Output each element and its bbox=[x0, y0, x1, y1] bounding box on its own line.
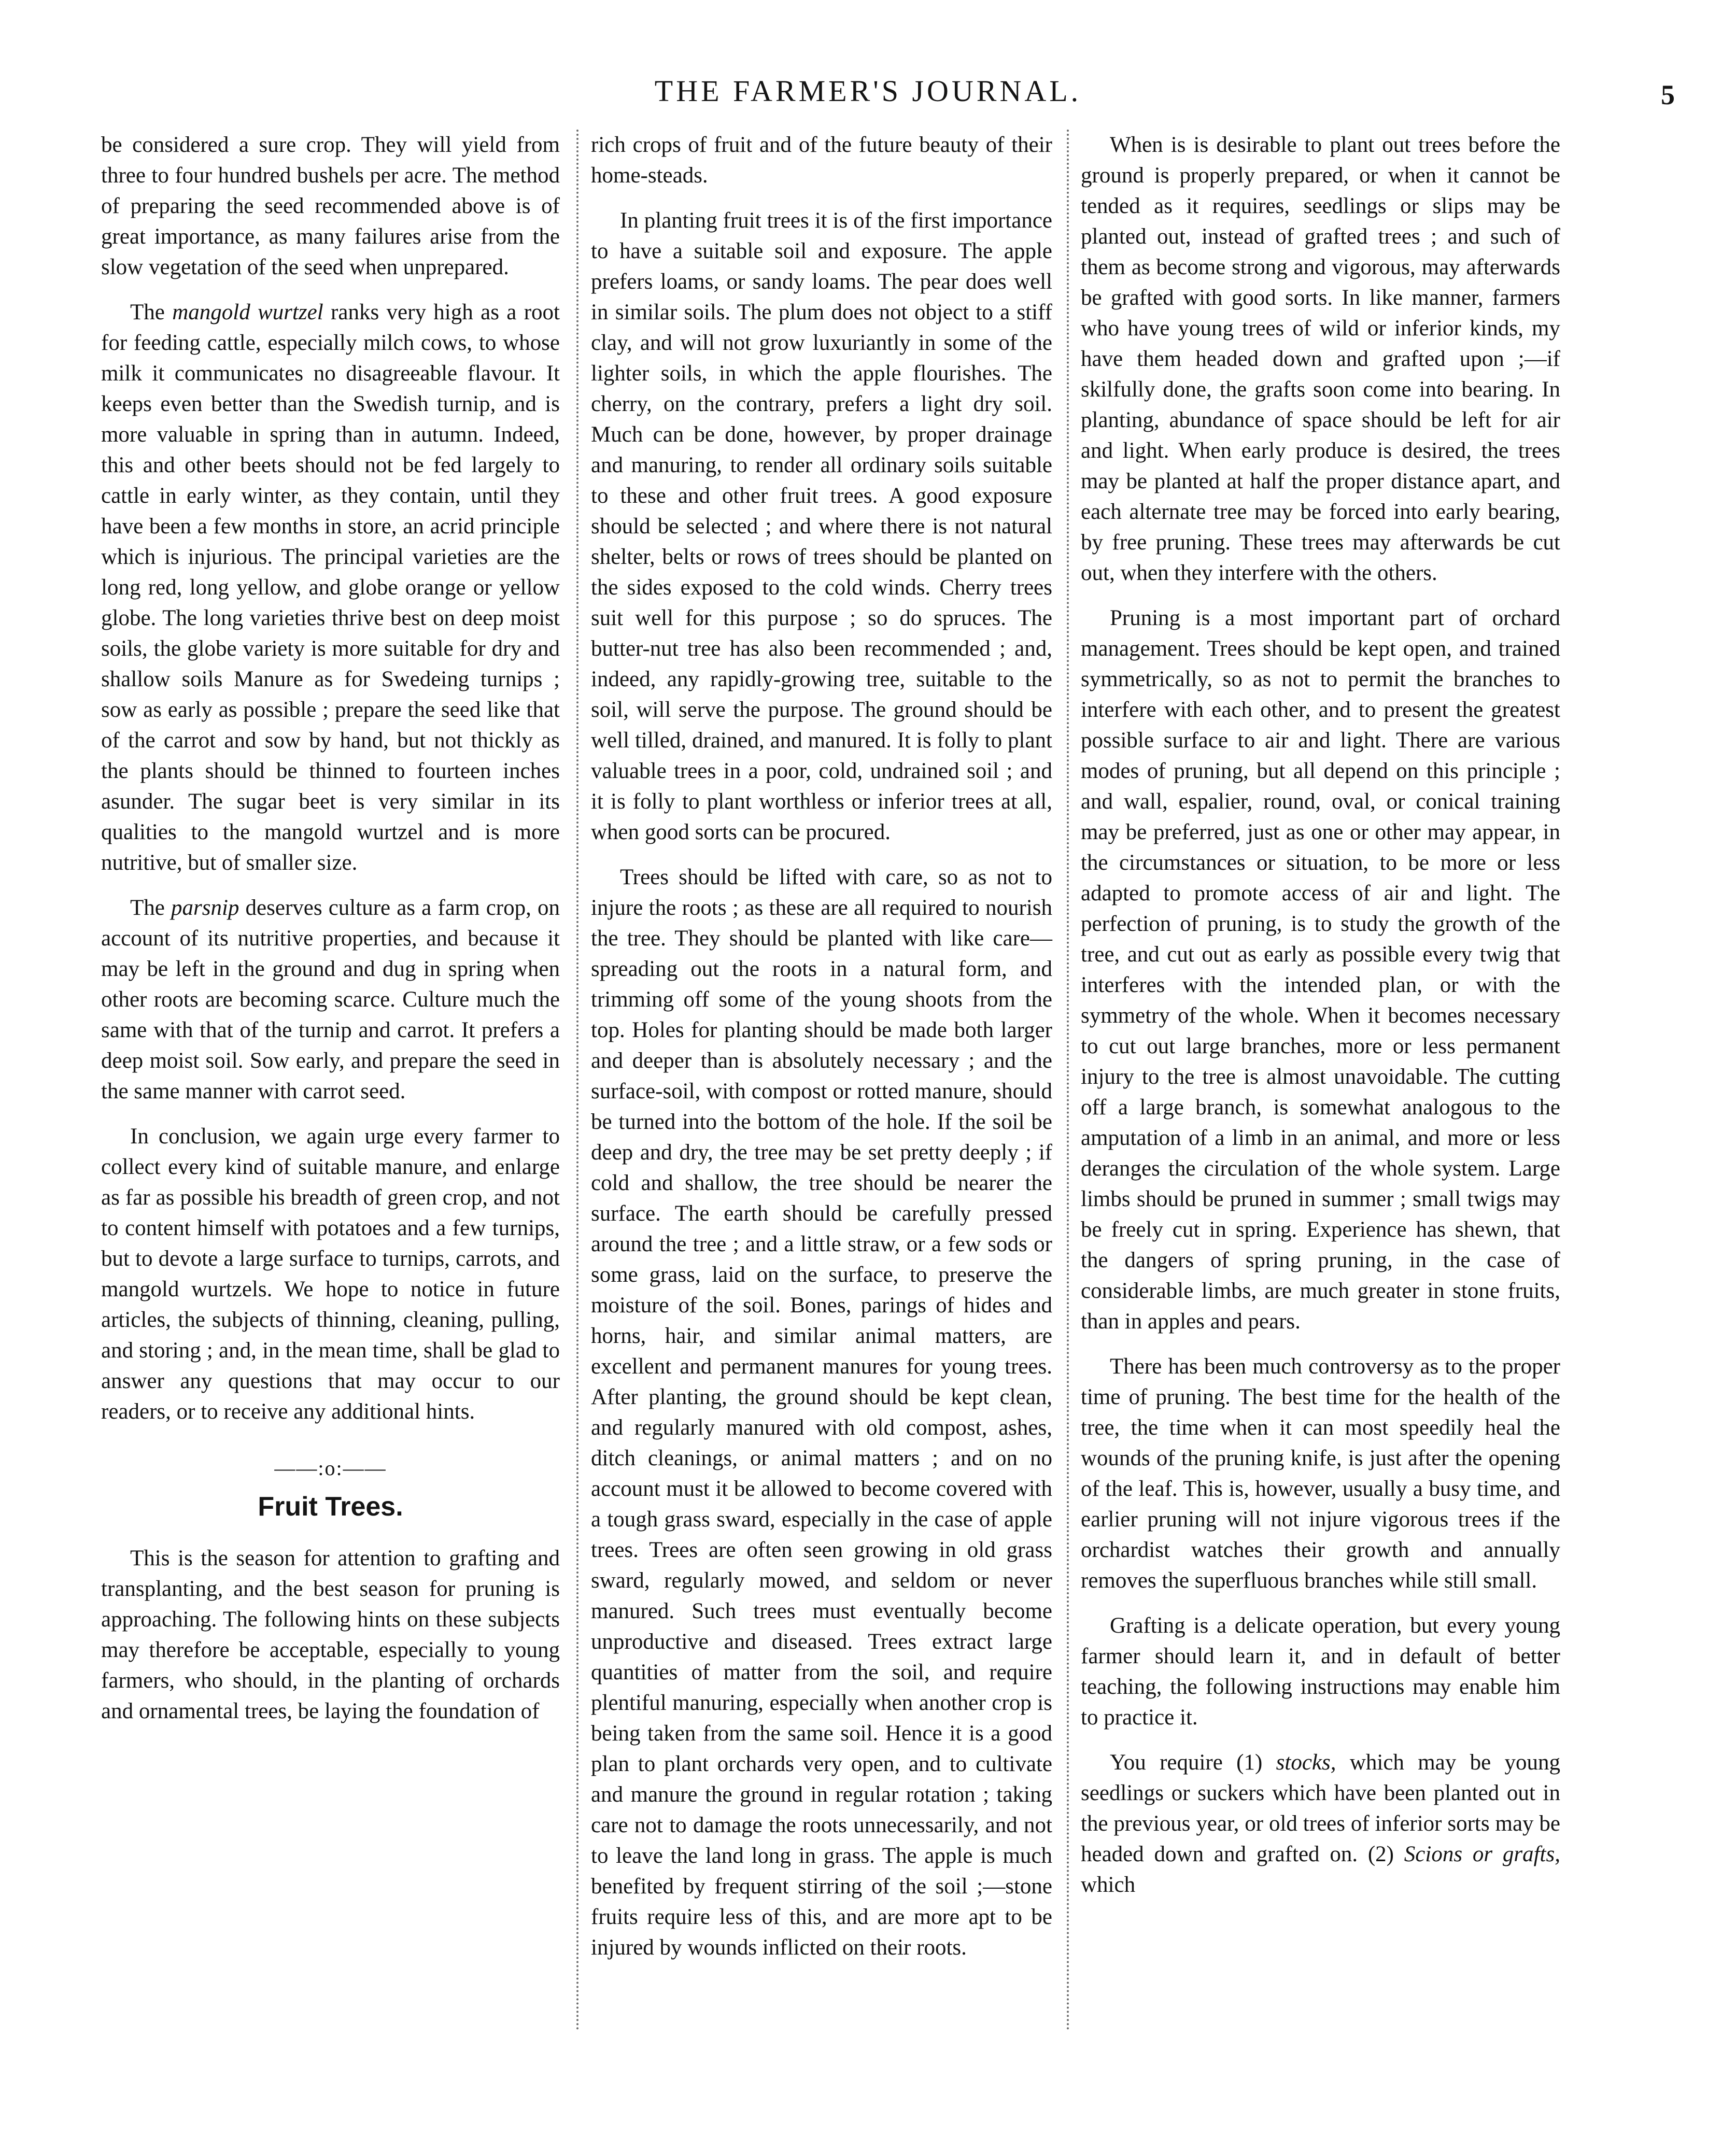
text: ranks very high as a root for feeding cattle, especially milch cows, to whose milk it communicates no disagreeable flavour. It keeps even better than the Swedish turnip, and is more valuable in spring than in autumn. Indeed, this and other beets should not be fed largely to cattle in early winter, as they contain, until they have been a few months in store, an acrid principle which is injurious. The principal varieties are the long red, long yellow, and globe orange or yellow globe. The long varieties thrive best on deep moist soils, the globe variety is more suitable for dry and shallow soils Manure as for Swedeing turnips ; sow as early as possible ; prepare the seed like that of the carrot and sow by hand, but not thickly as the plants should be thinned to fourteen inches asunder. The sugar beet is very similar in its qualities to the mangold wurtzel and is more nutritive, but of smaller size. bbox=[101, 300, 560, 875]
italic-term: parsnip bbox=[171, 896, 239, 920]
paragraph: Pruning is a most important part of orchard management. Trees should be kept open, and trained symmetrically, so as not to permit the branches to interfere with each other, and to present the greatest possible surface to air and light. There are various modes of pruning, but all depend on this principle ; and wall, espalier, round, oval, or conical training may be preferred, just as one or other may appear, in the circumstances or situation, to be more or less adapted to promote access of air and light. The perfection of pruning, is to study the growth of the tree, and cut out as early as possible every twig that interferes with the intended plan, or with the symmetry of the whole. When it becomes necessary to cut out large branches, more or less permanent injury to the tree is almost unavoidable. The cutting off a large branch, is somewhat analogous to the amputation of a limb in an animal, and more or less deranges the circulation of the whole system. Large limbs should be pruned in summer ; small twigs may be freely cut in spring. Experience has shewn, that the dangers of spring pruning, in the case of considerable limbs, are much greater in stone fruits, than in apples and pears. bbox=[1081, 606, 1560, 1334]
column-3 bbox=[1081, 130, 1560, 1915]
paragraph: Trees should be lifted with care, so as not to injure the roots ; as these are all required to nourish the tree. They should be planted with like care—spreading out the roots in a natural form, and trimming off some of the young shoots from the top. Holes for planting should be made both larger and deeper than is absolutely necessary ; and the surface-soil, with compost or rotted manure, should be turned into the bottom of the hole. If the soil be deep and dry, the tree may be set pretty deeply ; if cold and shallow, the tree should be nearer the surface. The earth should be carefully pressed around the tree ; and a little straw, or a few sods or some grass, laid on the surface, to preserve the moisture of the soil. Bones, parings of hides and horns, hair, and similar animal matters, are excellent and permanent manures for young trees. After planting, the ground should be kept clean, and regularly manured with old compost, ashes, ditch cleanings, or animal matters ; and on no account must it be allowed to become covered with a tough grass sward, especially in the case of apple trees. Trees are often seen growing in old grass sward, regularly mowed, and seldom or never manured. Such trees must eventually become unproductive and diseased. Trees extract large quantities of matter from the soil, and require plentiful manuring, especially when another crop is being taken from the same soil. Hence it is a good plan to plant orchards very open, and to cultivate and manure the ground in regular rotation ; taking care not to damage the roots unnecessarily, and not to leave the land long in grass. The apple is much benefited by frequent stirring of the soil ;—stone fruits require less of this, and are more apt to be injured by wounds inflicted on their roots. bbox=[591, 865, 1052, 1960]
paragraph: Grafting is a delicate operation, but every young farmer should learn it, and in default of better teaching, the following instructions may enable him to practice it. bbox=[1081, 1613, 1560, 1730]
paragraph-mangold bbox=[101, 297, 560, 878]
text: The bbox=[130, 300, 173, 324]
page-number: 5 bbox=[1661, 79, 1675, 110]
text: You require (1) bbox=[1110, 1750, 1276, 1775]
column-2 bbox=[591, 130, 1052, 1977]
paragraph-require bbox=[1081, 1747, 1560, 1900]
column-1 bbox=[101, 130, 560, 1741]
italic-term: mangold wurtzel bbox=[172, 300, 323, 324]
paragraph-conclusion: In conclusion, we again urge every farmer to collect every kind of suitable manure, and enlarge as far as possible his breadth of green crop, and not to content himself with potatoes and a few turnips, but to devote a large surface to turnips, carrots, and mangold wurtzels. We hope to notice in future articles, the subjects of thinning, cleaning, pulling, and storing ; and, in the mean time, shall be glad to answer any questions that may occur to our readers, or to receive any additional hints. bbox=[101, 1124, 560, 1424]
text: which bbox=[1081, 1873, 1136, 1897]
text: deserves culture as a farm crop, on account of its nutritive properties, and because it may be left in the ground and dug in spring when other roots are becoming scarce. Culture much the same with that of the turnip and carrot. It prefers a deep moist soil. Sow early, and prepare the seed in the same manner with carrot seed. bbox=[101, 896, 560, 1103]
section-title: Fruit Trees. bbox=[258, 1492, 403, 1522]
text: which may be young seedlings or suckers which have been planted out in the previous year, or old trees of inferior sorts may be headed down and grafted on. (2) bbox=[1081, 1750, 1560, 1866]
column-rule-left bbox=[576, 130, 578, 2032]
section-divider: ——:o:—— bbox=[274, 1456, 387, 1480]
journal-title: THE FARMER'S JOURNAL. bbox=[654, 74, 1082, 108]
paragraph: This is the season for attention to grafting and transplanting, and the best season for pruning is approaching. The following hints on these subjects may therefore be acceptable, especially to young farmers, who should, in the planting of orchards and ornamental trees, be laying the foundation of bbox=[101, 1546, 560, 1723]
paragraph: When is is desirable to plant out trees before the ground is properly prepared, or when it cannot be tended as it requires, seedlings or slips may be planted out, instead of grafted trees ; and such of them as become strong and vigorous, may afterwards be grafted with good sorts. In like manner, farmers who have young trees of wild or inferior kinds, my have them headed down and grafted upon ;—if skilfully done, the grafts soon come into bearing. In planting, abundance of space should be left for air and light. When early produce is desired, the trees may be planted at half the proper distance apart, and each alternate tree may be forced into early bearing, by free pruning. These trees may afterwards be cut out, when they interfere with the others. bbox=[1081, 133, 1560, 585]
paragraph: In planting fruit trees it is of the first importance to have a suitable soil and exposure. The apple prefers loams, or sandy loams. The pear does well in similar soils. The plum does not object to a stiff clay, and will not grow luxuriantly in some of the lighter soils, in which the apple flourishes. The cherry, on the contrary, prefers a light dry soil. Much can be done, however, by proper drainage and manuring, to render all ordinary soils suitable to these and other fruit trees. A good exposure should be selected ; and where there is not natural shelter, belts or rows of trees should be planted on the sides exposed to the cold winds. Cherry trees suit well for this purpose ; so do spruces. The butter-nut tree has also been recommended ; and, indeed, any rapidly-growing tree, suitable to the soil, will serve the purpose. The ground should be well tilled, drained, and manured. It is folly to plant valuable trees in a poor, cold, undrained soil ; and it is folly to plant worthless or inferior trees at all, when good sorts can be procured. bbox=[591, 208, 1052, 844]
paragraph: There has been much controversy as to the proper time of pruning. The best time for the health of the tree, the time when it can most speedily heal the wounds of the pruning knife, is just after the opening of the leaf. This is, however, usually a busy time, and earlier pruning will not injure vigorous trees if the orchardist watches their growth and annually removes the superfluous branches while still small. bbox=[1081, 1354, 1560, 1593]
italic-term: stocks, bbox=[1276, 1750, 1336, 1775]
paragraph-parsnip bbox=[101, 893, 560, 1107]
text: The bbox=[130, 896, 171, 920]
italic-term: Scions or grafts, bbox=[1404, 1842, 1560, 1866]
paragraph: be considered a sure crop. They will yield from three to four hundred bushels per acre. The method of preparing the seed recommended above is of great importance, as many failures arise from the slow vegetation of the seed when unprepared. bbox=[101, 133, 560, 279]
column-rule-right bbox=[1067, 130, 1069, 2032]
paragraph: rich crops of fruit and of the future beauty of their home-steads. bbox=[591, 133, 1052, 188]
